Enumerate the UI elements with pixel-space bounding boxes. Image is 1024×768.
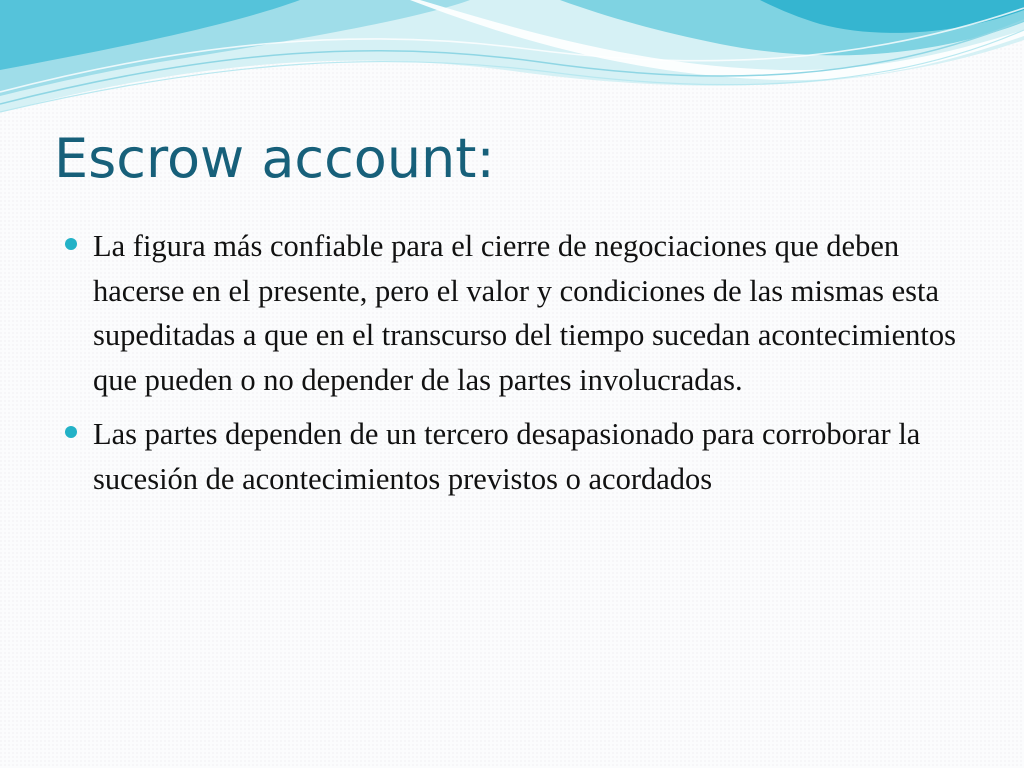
decorative-wave-banner — [0, 0, 1024, 130]
bullet-dot-icon — [65, 426, 77, 438]
bullet-text: La figura más confiable para el cierre de negociaciones que deben hacerse en el presente, pero el valor y condiciones de las mismas esta supeditadas a que en el transcurso del tiempo sucedan acontecimientos que pueden o no depender de las partes involucradas. — [93, 229, 957, 397]
bullet-item — [64, 224, 964, 402]
bullet-dot-icon — [65, 238, 77, 250]
slide-title: Escrow account: — [54, 127, 495, 190]
bullet-item — [64, 412, 964, 501]
bullet-text: Las partes dependen de un tercero desapasionado para corroborar la sucesión de acontecimientos previstos o acordados — [93, 417, 921, 496]
bullet-list — [64, 224, 964, 511]
